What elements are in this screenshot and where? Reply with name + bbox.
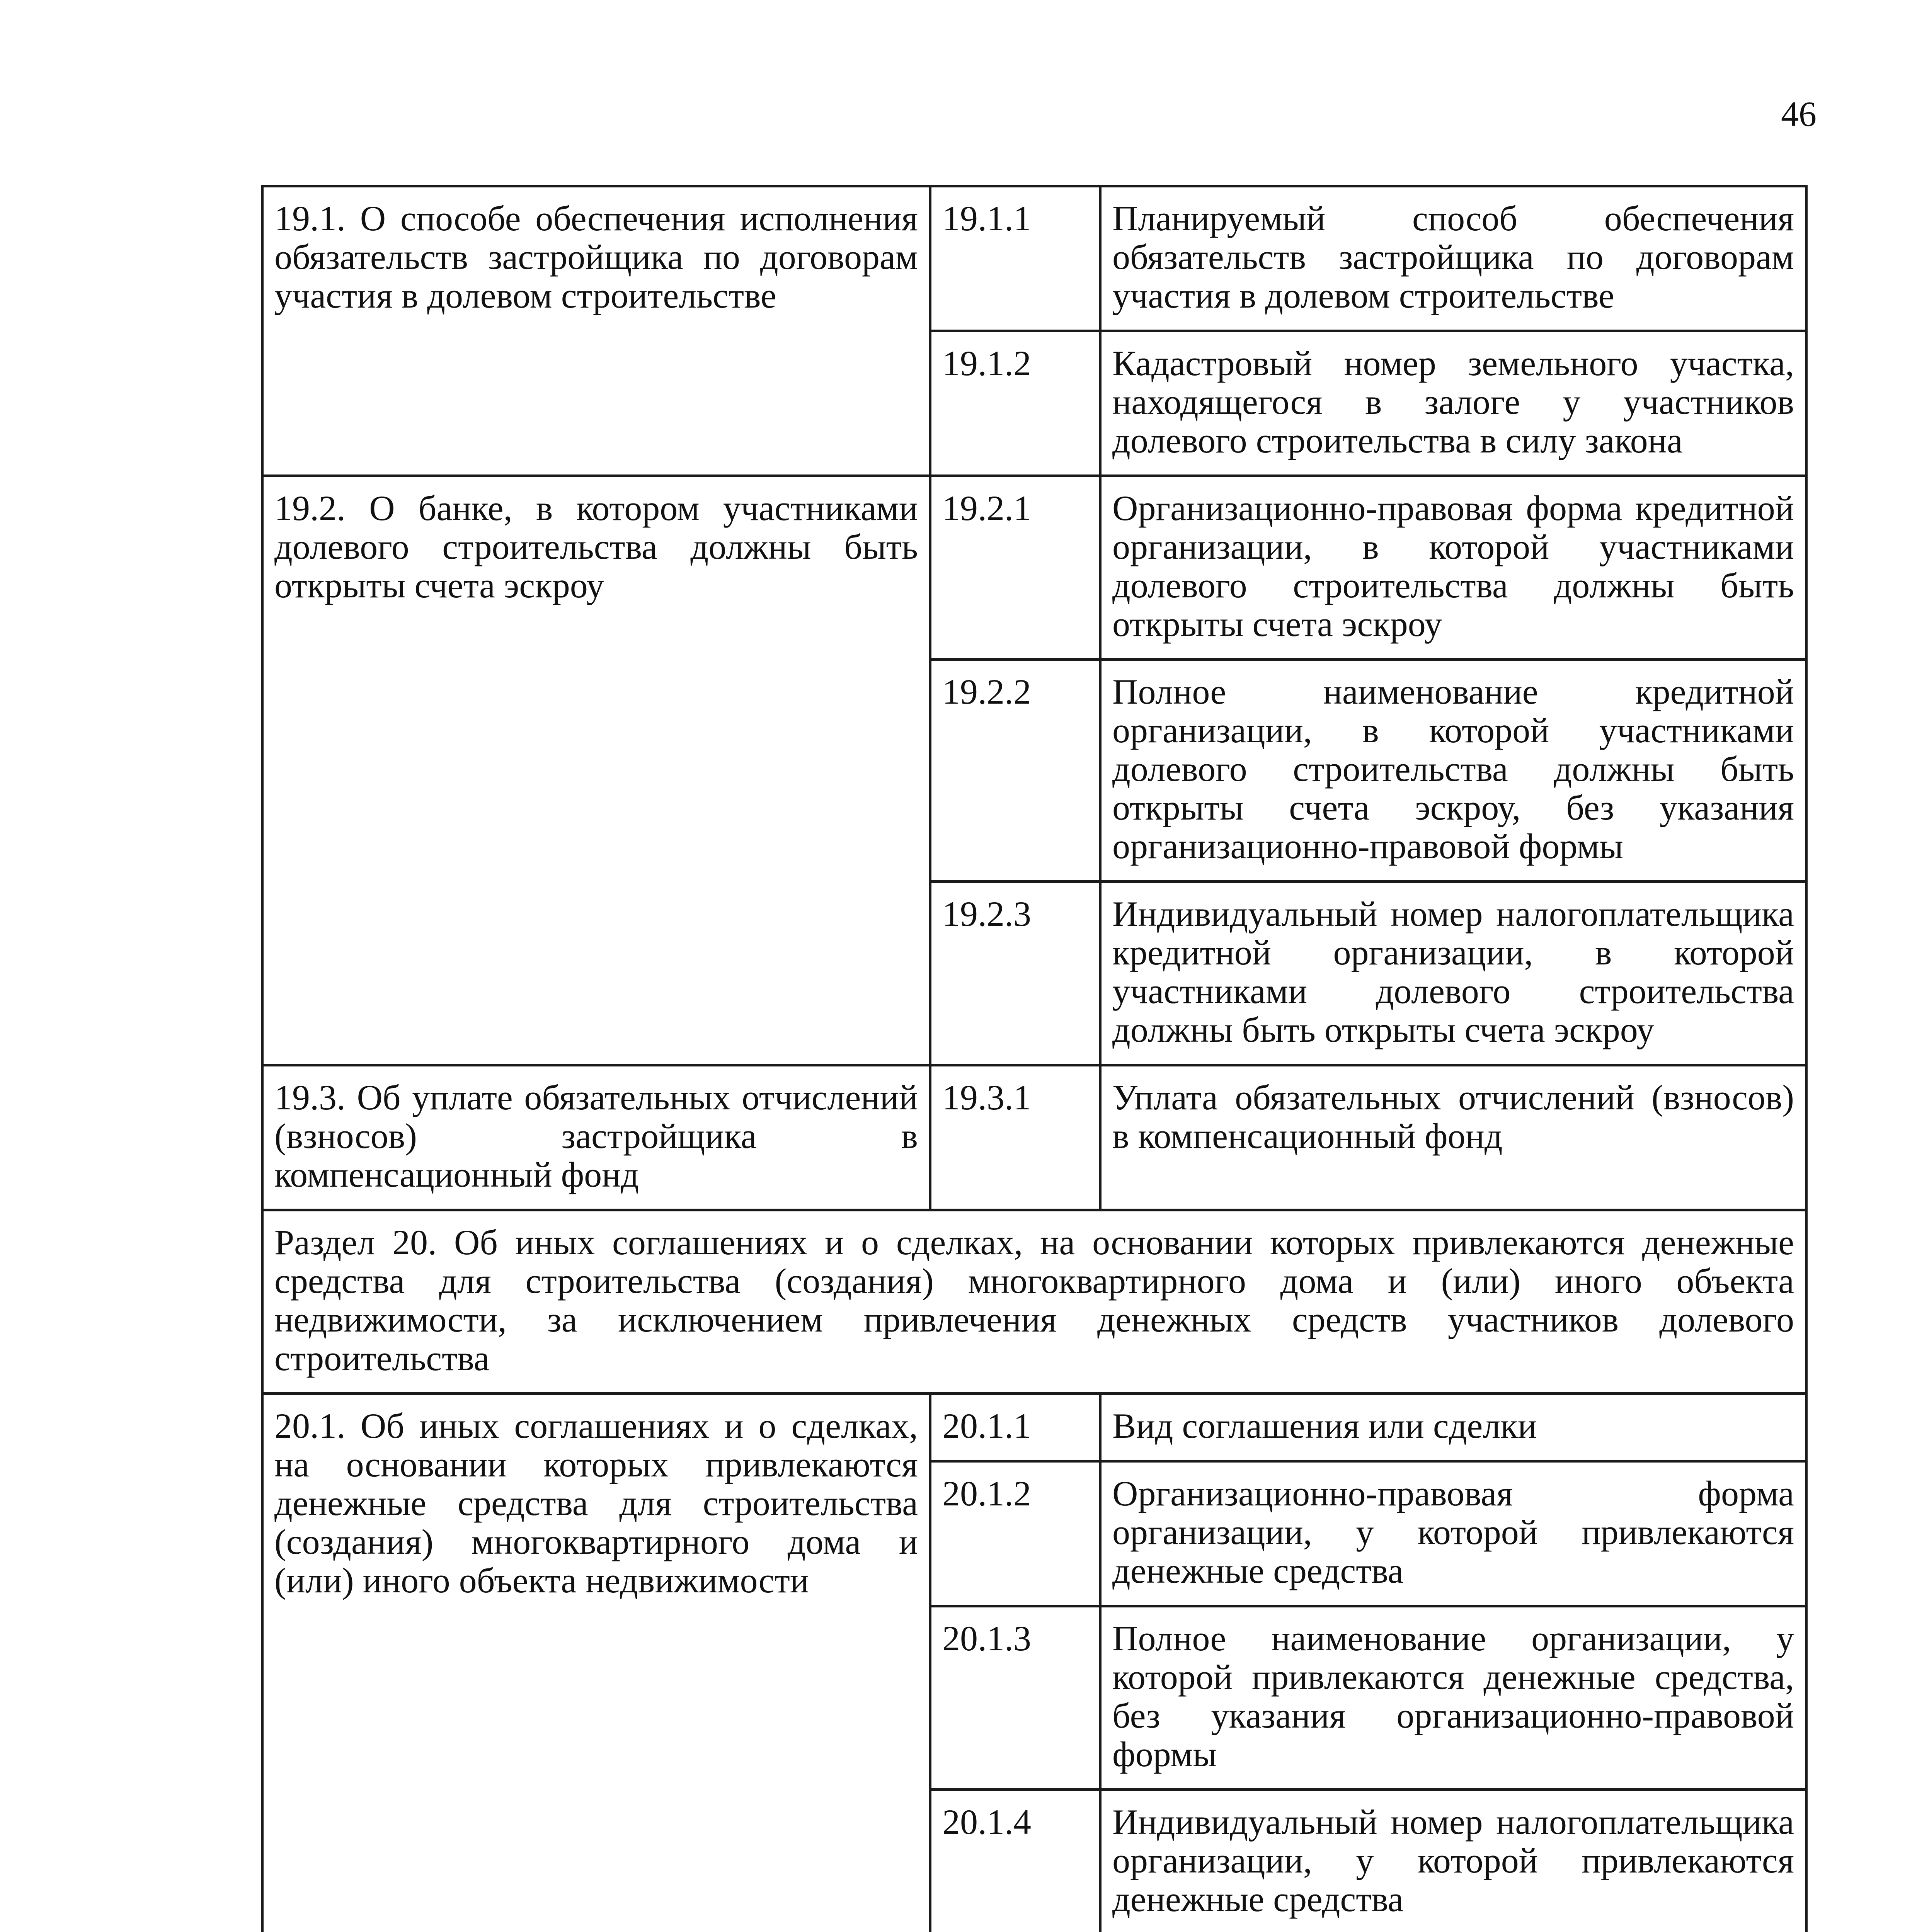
section-heading: Раздел 20. Об иных соглашениях и о сделках, на основании которых привлекаются денежные средства для строительства (создания) многоквартирного дома и (или) иного объекта недвижимости, за исключением привлечения денежных средств участников долевого строительства bbox=[262, 1210, 1806, 1394]
item-code: 19.1.1 bbox=[930, 186, 1100, 331]
item-code: 19.2.2 bbox=[930, 660, 1100, 882]
table-row bbox=[262, 476, 1806, 660]
topic-cell: 19.2. О банке, в котором участниками долевого строительства должны быть открыты счета эскроу bbox=[262, 476, 930, 1065]
item-code: 19.1.2 bbox=[930, 331, 1100, 476]
item-code: 19.2.1 bbox=[930, 476, 1100, 660]
topic-cell: 19.3. Об уплате обязательных отчислений (взносов) застройщика в компенсационный фонд bbox=[262, 1065, 930, 1210]
topic-cell: 20.1. Об иных соглашениях и о сделках, на основании которых привлекаются денежные средства для строительства (создания) многоквартирного дома и (или) иного объекта недвижимости bbox=[262, 1394, 930, 1932]
item-description: Организационно-правовая форма организации, у которой привлекаются денежные средства bbox=[1100, 1461, 1806, 1606]
item-description: Индивидуальный номер налогоплательщика кредитной организации, в которой участниками долевого строительства должны быть открыты счета эскроу bbox=[1100, 882, 1806, 1065]
item-code: 20.1.2 bbox=[930, 1461, 1100, 1606]
disclosure-table bbox=[261, 185, 1808, 1932]
table-row bbox=[262, 1394, 1806, 1461]
table-row bbox=[262, 186, 1806, 331]
item-description: Уплата обязательных отчислений (взносов) в компенсационный фонд bbox=[1100, 1065, 1806, 1210]
item-code: 20.1.4 bbox=[930, 1790, 1100, 1932]
item-code: 20.1.1 bbox=[930, 1394, 1100, 1461]
item-description: Полное наименование организации, у которой привлекаются денежные средства, без указания организационно-правовой формы bbox=[1100, 1606, 1806, 1790]
item-description: Вид соглашения или сделки bbox=[1100, 1394, 1806, 1461]
page-number: 46 bbox=[1781, 94, 1817, 134]
item-code: 19.2.3 bbox=[930, 882, 1100, 1065]
item-description: Планируемый способ обеспечения обязательств застройщика по договорам участия в долевом строительстве bbox=[1100, 186, 1806, 331]
item-description: Индивидуальный номер налогоплательщика организации, у которой привлекаются денежные средства bbox=[1100, 1790, 1806, 1932]
table-row bbox=[262, 1065, 1806, 1210]
item-description: Организационно-правовая форма кредитной организации, в которой участниками долевого строительства должны быть открыты счета эскроу bbox=[1100, 476, 1806, 660]
item-code: 19.3.1 bbox=[930, 1065, 1100, 1210]
section-row bbox=[262, 1210, 1806, 1394]
topic-cell: 19.1. О способе обеспечения исполнения обязательств застройщика по договорам участия в долевом строительстве bbox=[262, 186, 930, 476]
item-code: 20.1.3 bbox=[930, 1606, 1100, 1790]
item-description: Полное наименование кредитной организации, в которой участниками долевого строительства должны быть открыты счета эскроу, без указания организационно-правовой формы bbox=[1100, 660, 1806, 882]
item-description: Кадастровый номер земельного участка, находящегося в залоге у участников долевого строительства в силу закона bbox=[1100, 331, 1806, 476]
